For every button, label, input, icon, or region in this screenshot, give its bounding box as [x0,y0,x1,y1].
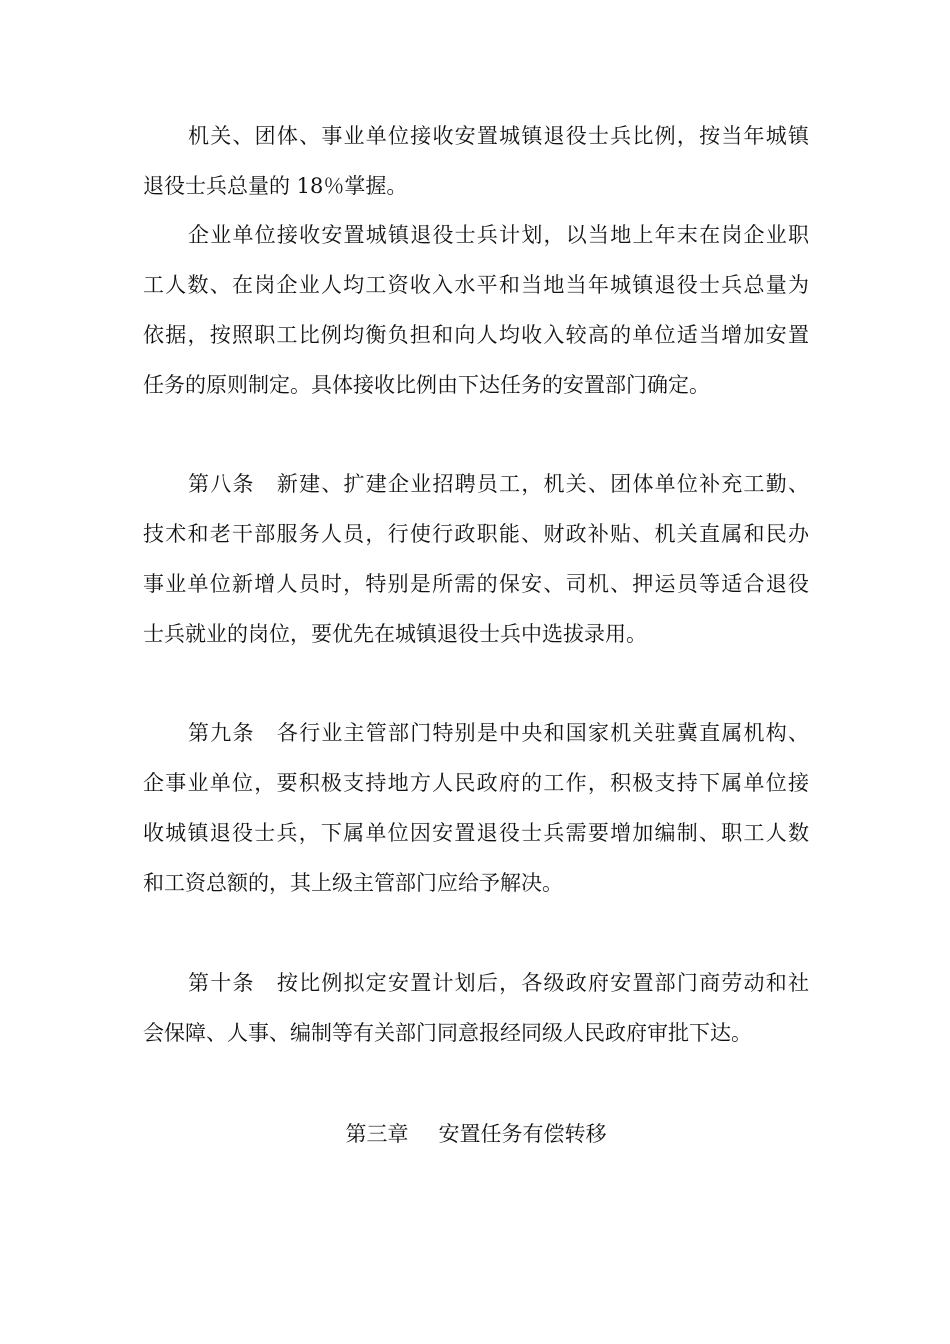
chapter-number: 第三章 [345,1122,409,1146]
article-8-line-2: 技术和老干部服务人员，行使行政职能、财政补贴、机关直属和民办 [143,522,809,546]
article-9-line-3: 收城镇退役士兵，下属单位因安置退役士兵需要增加编制、职工人数 [143,821,809,845]
article-9-line-2: 企事业单位，要积极支持地方人民政府的工作，积极支持下属单位接 [143,771,809,795]
paragraph-2-line-1: 企业单位接收安置城镇退役士兵计划，以当地上年末在岗企业职 [188,223,809,247]
chapter-heading [143,1116,809,1152]
paragraph-2-line-3: 依据，按照职工比例均衡负担和向人均收入较高的单位适当增加安置 [143,323,809,347]
paragraph-1-line-2: 退役士兵总量的 18％掌握。 [143,174,408,198]
paragraph-2-line-2: 工人数、在岗企业人均工资收入水平和当地当年城镇退役士兵总量为 [143,273,809,297]
article-9-line-1: 第九条 各行业主管部门特别是中央和国家机关驻冀直属机构、 [188,721,809,745]
article-9-line-4: 和工资总额的，其上级主管部门应给予解决。 [143,871,563,895]
article-10-line-1: 第十条 按比例拟定安置计划后，各级政府安置部门商劳动和社 [188,971,809,995]
article-8-line-1: 第八条 新建、扩建企业招聘员工，机关、团体单位补充工勤、 [188,472,809,496]
article-8-line-4: 士兵就业的岗位，要优先在城镇退役士兵中选拔录用。 [143,622,647,646]
paragraph-1-line-1: 机关、团体、事业单位接收安置城镇退役士兵比例，按当年城镇 [188,124,809,148]
article-8-line-3: 事业单位新增人员时，特别是所需的保安、司机、押运员等适合退役 [143,572,809,596]
article-10-line-2: 会保障、人事、编制等有关部门同意报经同级人民政府审批下达。 [143,1021,752,1045]
paragraph-2-line-4: 任务的原则制定。具体接收比例由下达任务的安置部门确定。 [143,373,710,397]
chapter-title: 安置任务有偿转移 [438,1122,607,1146]
